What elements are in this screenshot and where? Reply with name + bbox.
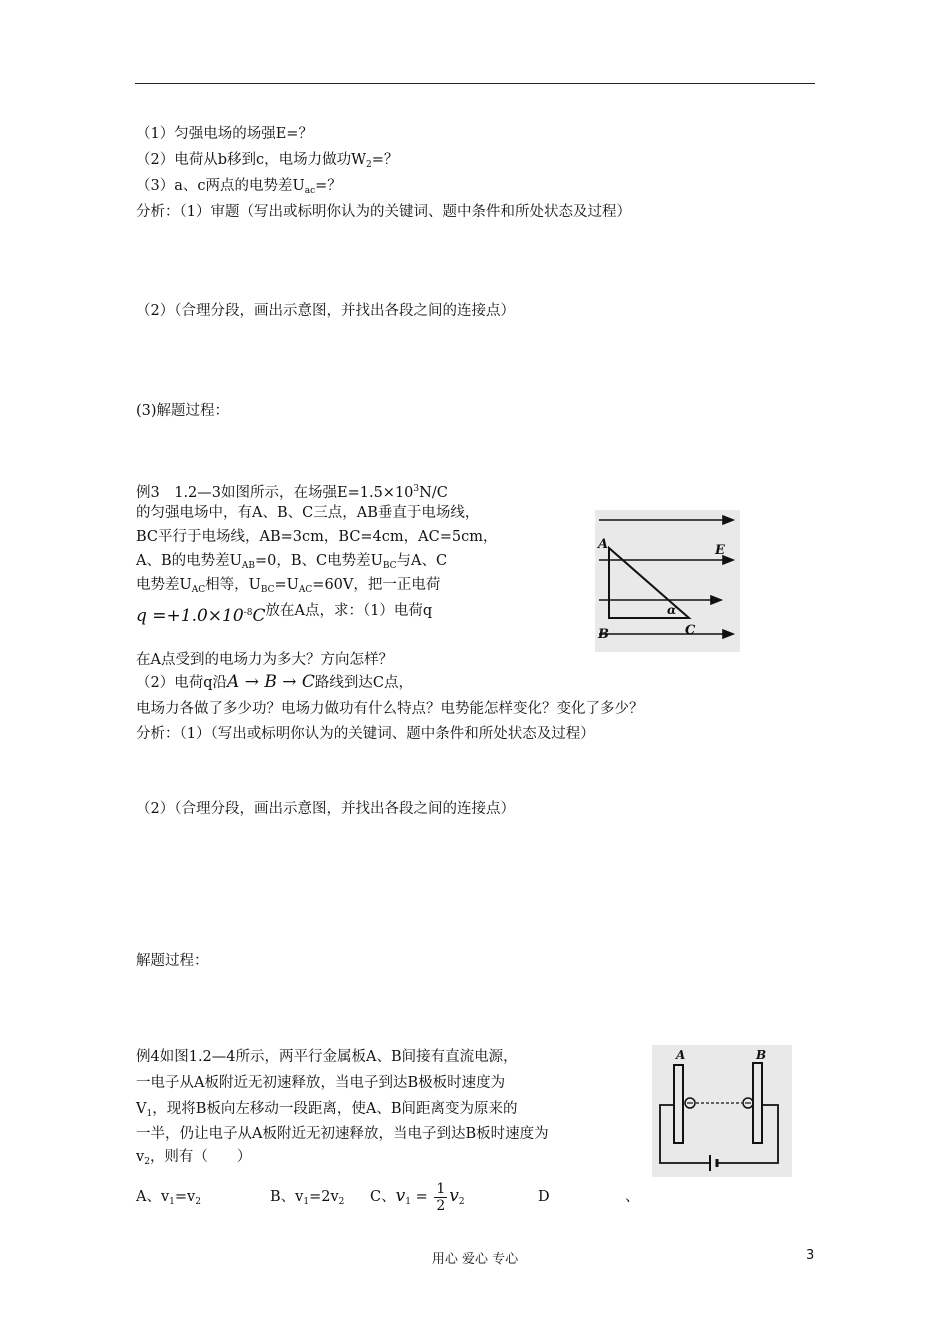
example3-line-2: 的匀强电场中，有A、B、C三点，AB垂直于电场线， <box>136 505 480 521</box>
svg-text:C: C <box>685 623 696 638</box>
analysis-step-2: （2）（合理分段，画出示意图，并找出各段之间的连接点） <box>136 303 515 319</box>
figure-triangle-field <box>595 510 740 652</box>
option-d-tail: 、 <box>625 1189 640 1205</box>
example3-line-9: 电场力各做了多少功？电场力做功有什么特点？电势能怎样变化？变化了多少？ <box>136 701 644 717</box>
example3-solution-heading: 解题过程： <box>136 953 209 969</box>
example4-line-4: 一半，仍让电子从A板附近无初速释放，当电子到达B板时速度为 <box>136 1126 549 1142</box>
example3-line-7: 在A点受到的电场力为多大？方向怎样？ <box>136 652 393 668</box>
option-d: D <box>538 1189 550 1205</box>
parallel-plates-diagram <box>652 1045 792 1177</box>
svg-text:A: A <box>598 537 609 552</box>
solution-heading: (3)解题过程： <box>136 403 230 419</box>
question-3: （3）a、c两点的电势差$U_{ac}=$？ <box>136 178 342 196</box>
example4-line-3: $V_1$，现将B板向左移动一段距离，使A、B间距离变为原来的 <box>136 1101 518 1119</box>
question-2: （2）电荷从b移到c，电场力做功$W_2=$？ <box>136 152 399 170</box>
example3-line-5: 电势差$U_{AC}$相等，$U_{BC}=U_{AC}=60V$，把一正电荷 <box>136 577 441 595</box>
example3-analysis-1: 分析：（1）（写出或标明你认为的关键词、题中条件和所处状态及过程） <box>136 726 595 742</box>
example3-analysis-2: （2）（合理分段，画出示意图，并找出各段之间的连接点） <box>136 801 515 817</box>
fraction-one-half: $\frac{1}{2}$ <box>436 1180 446 1214</box>
svg-text:B: B <box>756 1048 767 1062</box>
svg-text:A: A <box>676 1048 686 1062</box>
header-rule <box>135 83 815 84</box>
page-footer: 用心 爱心 专心 <box>431 1252 519 1267</box>
page-number: 3 <box>806 1248 815 1263</box>
option-c: C、$v_1$ = $\frac{1}{2}$ $v_2$ <box>370 1180 465 1214</box>
analysis-step-1: 分析：（1）审题（写出或标明你认为的关键词、题中条件和所处状态及过程） <box>136 204 631 220</box>
figure-parallel-plates <box>652 1045 792 1177</box>
example4-line-5: $v_2$，则有（ ） <box>136 1149 252 1167</box>
example3-line-4: A、B的电势差$U_{AB}=0$，B、C电势差$U_{BC}$与A、C <box>136 553 448 571</box>
example3-line-3: BC平行于电场线，AB=3cm，BC=4cm，AC=5cm， <box>136 529 498 545</box>
example3-line-1: 例3 1.2—3如图所示，在场强$E=1.5\times 10^3N/C$ <box>136 484 448 501</box>
example4-line-1: 例4如图1.2—4所示，两平行金属板A、B间接有直流电源， <box>136 1049 518 1065</box>
svg-text:E: E <box>715 543 725 558</box>
question-1: （1）匀强电场的场强E=？ <box>136 126 313 142</box>
option-b: B、$v_1=2v_2$ <box>270 1189 345 1207</box>
option-a: A、$v_1=v_2$ <box>136 1189 201 1207</box>
svg-text:B: B <box>598 627 609 642</box>
svg-text:α: α <box>667 603 677 617</box>
triangle-field-diagram <box>595 510 740 652</box>
example3-line-6: $q =+1.0\times 10^{-8}C$放在A点，求：（1）电荷q <box>136 603 433 626</box>
example3-line-8: （2）电荷q沿A → B → C路线到达C点， <box>136 672 414 692</box>
example4-line-2: 一电子从A板附近无初速释放，当电子到达B极板时速度为 <box>136 1075 506 1091</box>
